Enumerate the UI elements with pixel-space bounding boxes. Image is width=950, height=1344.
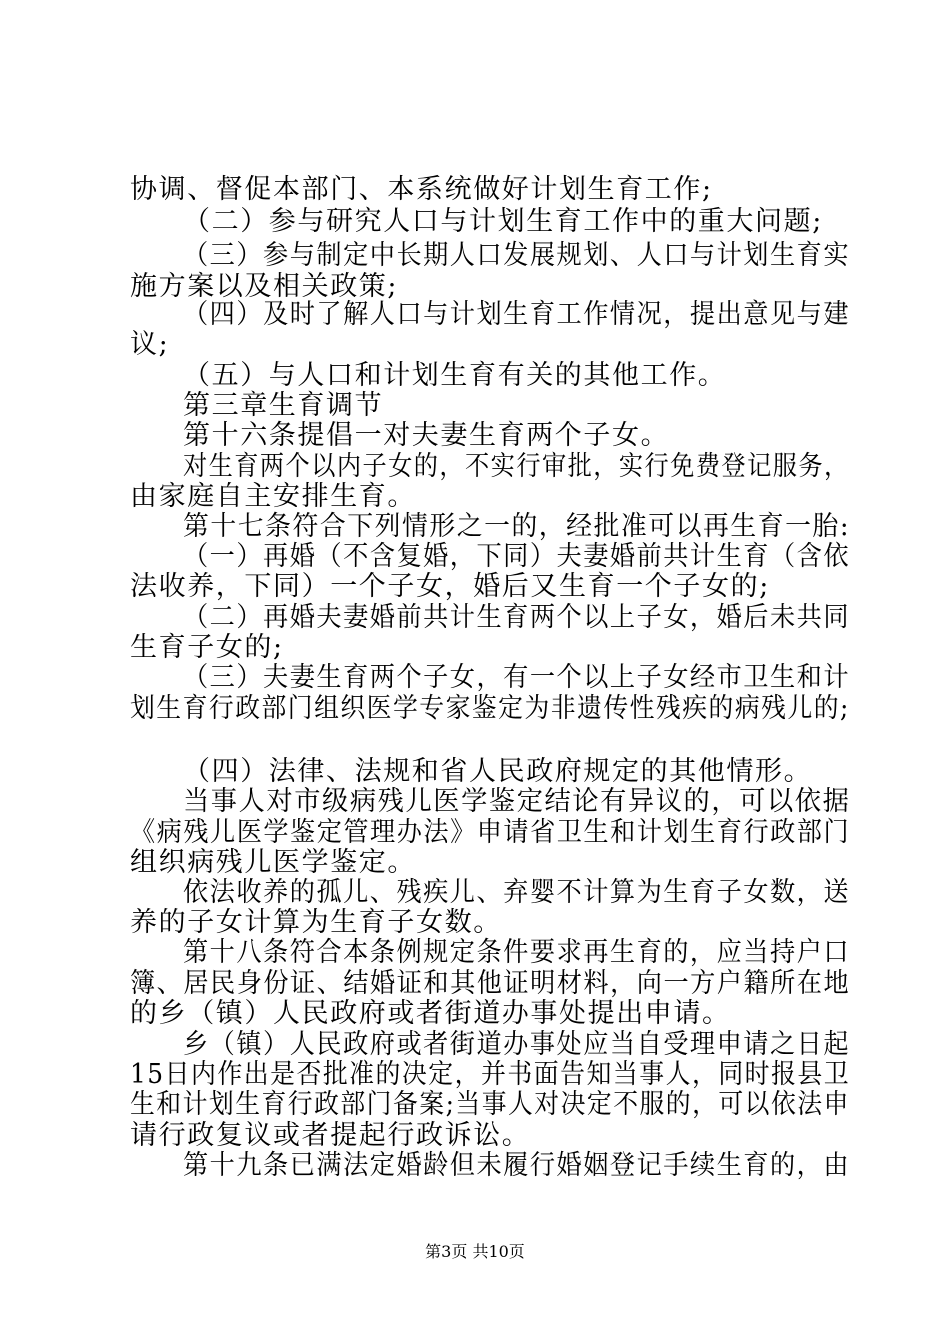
text-line: 依法收养的孤儿、残疾儿、弃婴不计算为生育子女数，送	[183, 877, 851, 908]
text-line: 15日内作出是否批准的决定，并书面告知当事人，同时报县卫	[130, 1059, 851, 1090]
text-line: （三）参与制定中长期人口发展规划、人口与计划生育实	[183, 240, 851, 271]
page-footer: 第3页 共10页	[425, 1242, 525, 1261]
text-line: （四）法律、法规和省人民政府规定的其他情形。	[183, 756, 813, 787]
text-line: 由家庭自主安排生育。	[130, 481, 416, 512]
text-line: （三）夫妻生育两个子女，有一个以上子女经市卫生和计	[183, 662, 851, 693]
text-line: 请行政复议或者提起行政诉讼。	[130, 1120, 531, 1151]
text-line: 协调、督促本部门、本系统做好计划生育工作;	[130, 174, 713, 205]
text-line: 议;	[130, 329, 170, 360]
text-line: 第十九条已满法定婚龄但未履行婚姻登记手续生育的，由	[183, 1150, 851, 1181]
text-line: 第十六条提倡一对夫妻生育两个子女。	[183, 420, 670, 451]
text-line: （五）与人口和计划生育有关的其他工作。	[183, 360, 727, 391]
text-line: 法收养，下同）一个子女，婚后又生育一个子女的;	[130, 571, 770, 602]
text-line: 的乡（镇）人民政府或者街道办事处提出申请。	[130, 998, 731, 1029]
text-line: 簿、居民身份证、结婚证和其他证明材料，向一方户籍所在地	[130, 968, 851, 999]
text-line: （二）再婚夫妻婚前共计生育两个以上子女，婚后未共同	[183, 602, 851, 633]
text-line: 施方案以及相关政策;	[130, 271, 399, 302]
text-line: 第三章生育调节	[183, 390, 384, 421]
text-line: 第十七条符合下列情形之一的，经批准可以再生育一胎:	[183, 511, 851, 542]
text-line: 养的子女计算为生育子女数。	[130, 907, 502, 938]
text-line: 《病残儿医学鉴定管理办法》申请省卫生和计划生育行政部门	[130, 817, 851, 848]
text-line: 生育子女的;	[130, 632, 284, 663]
text-line: 组织病残儿医学鉴定。	[130, 847, 416, 878]
text-line: 乡（镇）人民政府或者街道办事处应当自受理申请之日起	[183, 1029, 851, 1060]
text-line: 对生育两个以内子女的，不实行审批，实行免费登记服务，	[183, 451, 850, 482]
text-line: （一）再婚（不含复婚，下同）夫妻婚前共计生育（含依	[183, 541, 851, 572]
text-line: 划生育行政部门组织医学专家鉴定为非遗传性残疾的病残儿的;	[130, 693, 850, 724]
text-line: （四）及时了解人口与计划生育工作情况，提出意见与建	[183, 299, 851, 330]
text-line: 当事人对市级病残儿医学鉴定结论有异议的，可以依据	[183, 786, 851, 817]
text-line: （二）参与研究人口与计划生育工作中的重大问题;	[183, 206, 823, 237]
text-line: 生和计划生育行政部门备案;当事人对决定不服的，可以依法申	[130, 1089, 850, 1120]
text-line: 第十八条符合本条例规定条件要求再生育的，应当持户口	[183, 937, 851, 968]
